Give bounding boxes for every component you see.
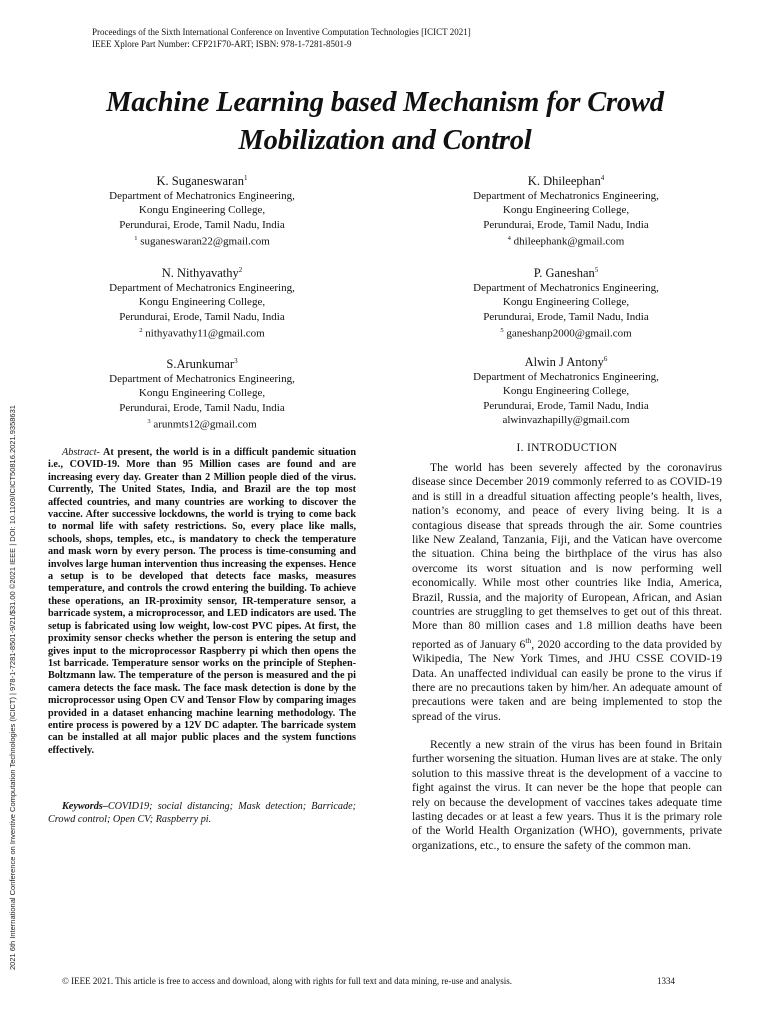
author-name: P. Ganeshan [533,266,595,281]
author-affil-mark: 1 [243,174,248,182]
keywords-text: COVID19; social distancing; Mask detection; Barricade; Crowd control; Open CV; Raspberry pi. [48,801,356,825]
author-college: Kongu Engineering College, [138,387,266,400]
header-proceedings: Proceedings of the Sixth International Conference on Inventive Computation Technologies [ICICT 2021] [92,27,471,37]
keywords [48,801,356,826]
author-department: Department of Mechatronics Engineering, [473,371,659,384]
intro-paragraph-1-text: The world has been severely affected by the coronavirus disease since December 2019 commonly referred to as COVID-19 and is still in a dreadful situation affecting people’s health, lives, nation’s economy, and peace of every living being. It is a contagious disease that spreads through the air. Some countries like New Zealand, Tanzania, Fiji, and the Vatican have overcome the situation. China being the birthplace of the virus has also overcome its worst situation and is now performing well economically. While most other countries like India, America, Brazil, Russia, and the majority of European, African, and Asian countries are struggling to get themselves to get out of this threat. More than 80 million cases and 1.8 million deaths have been reported as of January 6 [412,461,722,651]
author-affil-mark: 4 [600,174,605,182]
author-email[interactable]: ganeshanp2000@gmail.com [506,327,632,340]
author-name: N. Nithyavathy [161,266,239,281]
email-affil-mark: 1 [134,235,138,243]
author-name: K. Dhileephan [527,174,601,189]
author-block-2 [52,262,352,341]
author-email[interactable]: alwinvazhapilly@gmail.com [502,414,630,427]
author-college: Kongu Engineering College, [138,204,266,217]
author-department: Department of Mechatronics Engineering, [109,373,295,386]
author-affil-mark: 2 [238,266,243,274]
intro-paragraph-1-text-cont: , 2020 according to the data provided by Wikipedia, The New York Times, and JHU CSSE COVID-19 Data. An unaffected individual can easily be prone to the virus if there are no precautions taken by him/her. An adequate amount of precautions were taken and are being implemented to stop the spread of the virus. [412,637,722,723]
title-line-2: Mobilization and Control [238,125,532,156]
header-isbn: IEEE Xplore Part Number: CFP21F70-ART; ISBN: 978-1-7281-8501-9 [92,39,352,49]
author-affil-mark: 6 [603,355,608,363]
keywords-label: Keywords– [62,801,108,812]
author-location: Perundurai, Erode, Tamil Nadu, India [119,310,285,323]
author-block-5 [416,262,716,341]
author-department: Department of Mechatronics Engineering, [473,190,659,203]
author-affil-mark: 5 [594,266,599,274]
doi-sidebar: 2021 6th International Conference on Inventive Computation Technologies (ICICT) | 978-1-7281-8501-9/21/$31.00 ©2021 IEEE | DOI: 10.1109/ICICT50816.2021.9358631 [8,405,17,970]
author-block-6 [416,351,716,427]
author-email[interactable]: arunmts12@gmail.com [153,418,257,431]
author-location: Perundurai, Erode, Tamil Nadu, India [119,218,285,231]
page-number: 1334 [657,976,675,986]
superscript-th: th [525,635,532,645]
author-college: Kongu Engineering College, [138,296,266,309]
author-college: Kongu Engineering College, [502,204,630,217]
author-block-3 [52,353,352,432]
email-affil-mark: 4 [507,235,511,243]
author-affil-mark: 3 [234,357,238,365]
author-email[interactable]: nithyavathy11@gmail.com [145,327,265,340]
author-location: Perundurai, Erode, Tamil Nadu, India [483,310,649,323]
abstract-text: At present, the world is in a difficult pandemic situation i.e., COVID-19. More than 95 Million cases are found and are increasing every day. Greater than 2 Million people died of the virus. Currently, The United States, India, and Brazil are the top most affected countries, and many countries are working to discover the vaccine. After successive lockdowns, the world is trying to come back to normal life with safety restrictions. So, every place like malls, schools, shops, temples, etc., is mandatory to check the temperature and mask worn by every person. The process is time-consuming and involves large human intervention thus increasing the expenses. Hence a setup is to be developed that detects face masks, measures temperature, and controls the crowd entering the building. To achieve these operations, an IR-proximity sensor, IR-temperature sensor, a barricade system, a microprocessor, and LED indicators are used. The setup is fabricated using low weight, low-cost PVC pipes. At first, the proximity sensor checks whether the person is entering the setup and gives input to the microprocessor Raspberry pi which then opens the 1st barricade. Temperature sensor works on the principle of Stephen-Boltzmann law. The temperature of the person is measured and the pi camera detects the face mask. The face mask detection is done by the microprocessor using Open CV and Tensor Flow by comparing images provided in a dataset enhancing machine learning methodology. The entire process is powered by a 12V DC adapter. The barricade system can be installed at all major public places and the system functions effectively. [48,447,356,756]
author-department: Department of Mechatronics Engineering, [109,282,295,295]
footer-copyright: © IEEE 2021. This article is free to access and download, along with rights for full text and data mining, re-use and analysis. [62,976,513,986]
section-heading-introduction: I. INTRODUCTION [516,442,618,454]
author-college: Kongu Engineering College, [502,296,630,309]
author-email[interactable]: dhileephank@gmail.com [513,235,625,248]
title-line-1: Machine Learning based Mechanism for Crowd [106,87,664,118]
author-email[interactable]: suganeswaran22@gmail.com [140,235,270,248]
intro-paragraph-1 [412,461,722,724]
author-block-1 [52,170,352,249]
author-department: Department of Mechatronics Engineering, [473,282,659,295]
author-name: K. Suganeswaran [156,174,244,189]
abstract-label: Abstract- [62,447,100,458]
email-affil-mark: 5 [500,327,504,335]
intro-paragraph-2: Recently a new strain of the virus has been found in Britain further worsening the situation. Human lives are at stake. The only solution to this massive threat is the development of a vaccine to fight against the virus. It can never be the hope that people can rely on because the development of vaccines takes adequate time lasting decades or at least a few years. Thus it is the primary role of the World Health Organization (WHO), governments, private organizations, etc., to ensure the safety of the common man. [412,738,722,852]
author-location: Perundurai, Erode, Tamil Nadu, India [483,399,649,412]
author-location: Perundurai, Erode, Tamil Nadu, India [119,401,285,414]
email-affil-mark: 2 [139,327,143,335]
email-affil-mark: 3 [147,418,151,426]
author-department: Department of Mechatronics Engineering, [109,190,295,203]
author-name: Alwin J Antony [524,355,604,370]
abstract [48,447,356,757]
author-location: Perundurai, Erode, Tamil Nadu, India [483,218,649,231]
author-block-4 [416,170,716,249]
author-name: S.Arunkumar [166,357,235,372]
running-header [92,26,471,50]
paper-title [60,84,710,160]
author-college: Kongu Engineering College, [502,385,630,398]
